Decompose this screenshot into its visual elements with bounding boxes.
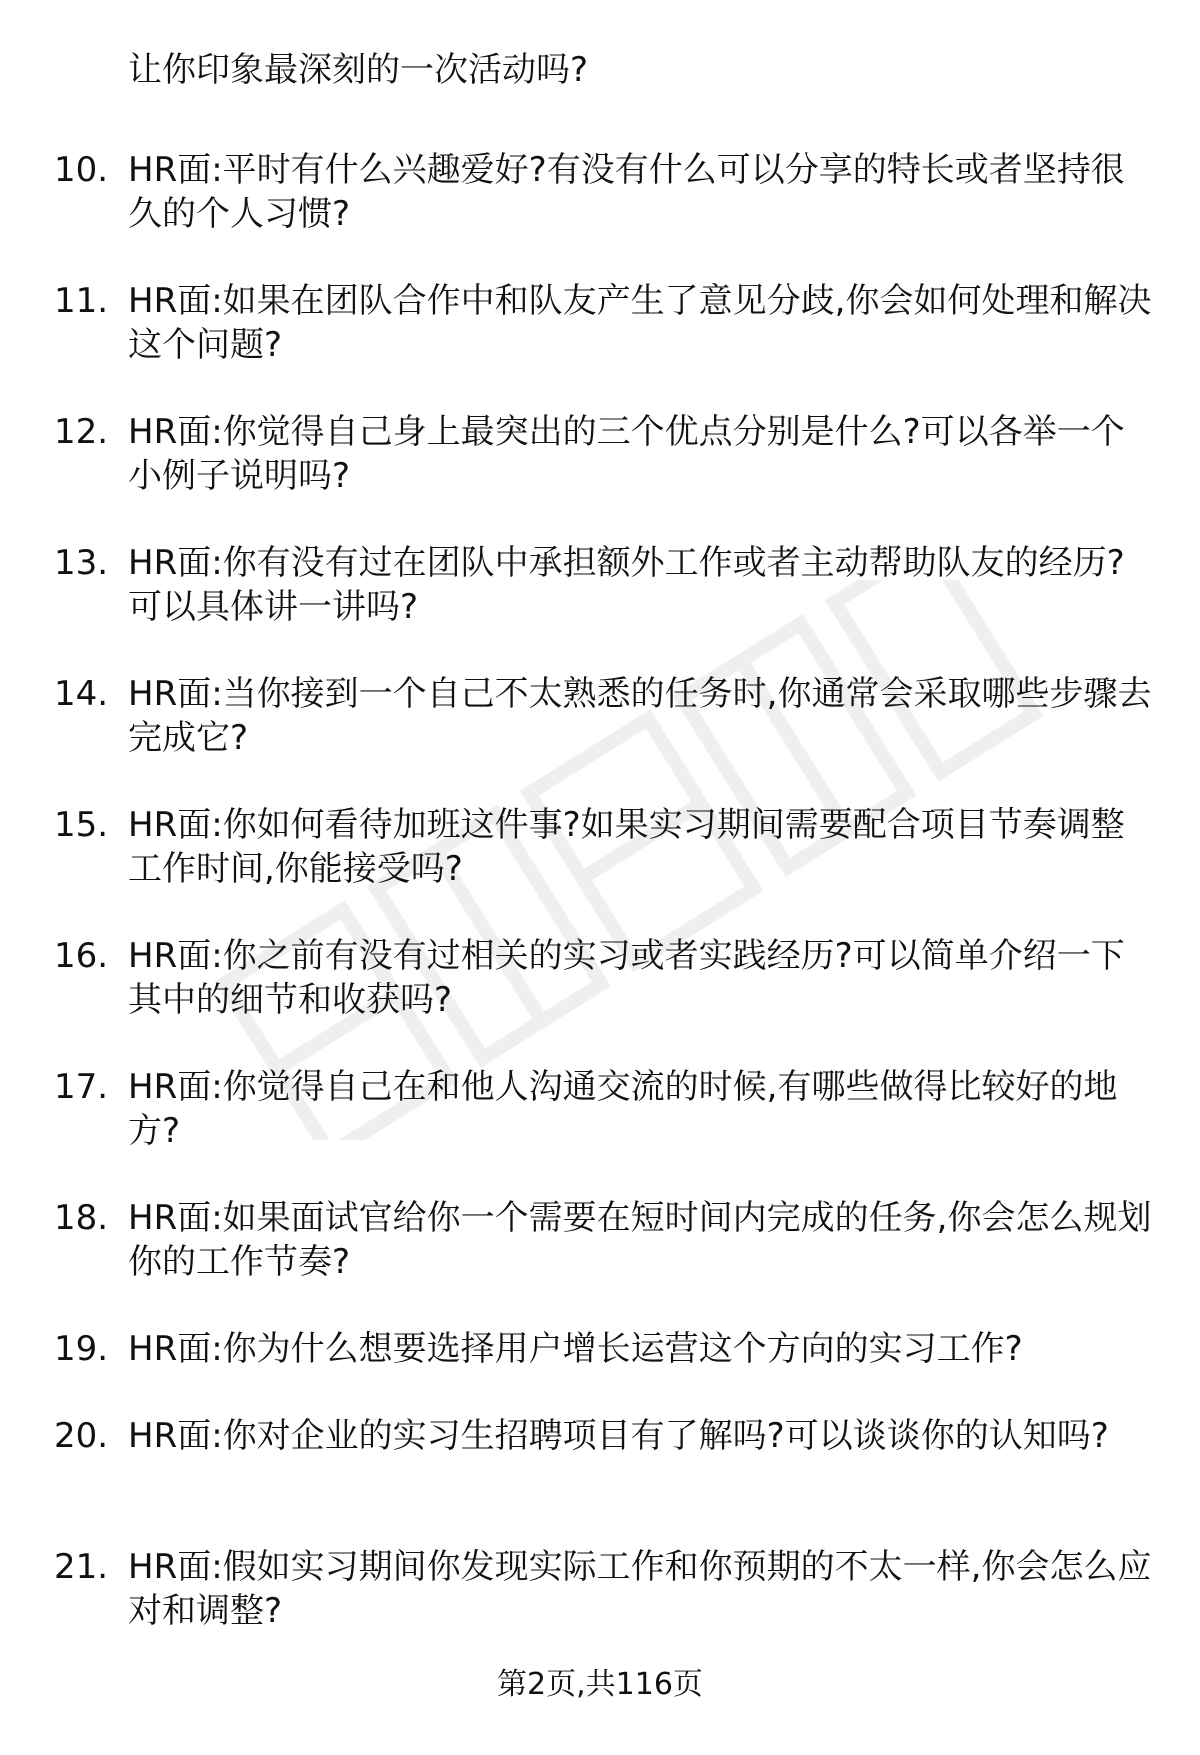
- question-number: 11.: [54, 281, 109, 321]
- question-item: [0, 803, 1200, 934]
- question-list: [0, 148, 1200, 1676]
- question-number: 19.: [54, 1329, 109, 1369]
- question-text: HR面:假如实习期间你发现实际工作和你预期的不太一样,你会怎么应对和调整?: [128, 1547, 1152, 1631]
- question-item: [0, 934, 1200, 1065]
- question-number: 21.: [54, 1547, 109, 1587]
- question-number: 17.: [54, 1067, 109, 1107]
- continued-question-text: 让你印象最深刻的一次活动吗?: [128, 50, 589, 90]
- page-footer: 第2页,共116页: [497, 1667, 703, 1702]
- question-number: 13.: [54, 543, 109, 583]
- question-text: HR面:你觉得自己身上最突出的三个优点分别是什么?可以各举一个小例子说明吗?: [128, 412, 1125, 496]
- question-text: HR面:当你接到一个自己不太熟悉的任务时,你通常会采取哪些步骤去完成它?: [128, 674, 1152, 758]
- question-number: 20.: [54, 1416, 109, 1456]
- question-number: 18.: [54, 1198, 109, 1238]
- question-text: HR面:你对企业的实习生招聘项目有了解吗?可以谈谈你的认知吗?: [128, 1416, 1109, 1456]
- question-item: [0, 1327, 1200, 1414]
- question-number: 16.: [54, 936, 109, 976]
- question-text: HR面:你有没有过在团队中承担额外工作或者主动帮助队友的经历?可以具体讲一讲吗?: [128, 543, 1125, 627]
- question-item: [0, 1196, 1200, 1327]
- question-number: 12.: [54, 412, 109, 452]
- question-item: [0, 672, 1200, 803]
- question-text: HR面:平时有什么兴趣爱好?有没有什么可以分享的特长或者坚持很久的个人习惯?: [128, 150, 1125, 234]
- question-item: [0, 1065, 1200, 1196]
- question-item: [0, 279, 1200, 410]
- question-text: HR面:你如何看待加班这件事?如果实习期间需要配合项目节奏调整工作时间,你能接受吗?: [128, 805, 1125, 889]
- question-text: HR面:如果面试官给你一个需要在短时间内完成的任务,你会怎么规划你的工作节奏?: [128, 1198, 1152, 1282]
- question-item: [0, 148, 1200, 279]
- question-item: [0, 1545, 1200, 1676]
- question-item: [0, 1414, 1200, 1545]
- question-text: HR面:你觉得自己在和他人沟通交流的时候,有哪些做得比较好的地方?: [128, 1067, 1118, 1151]
- question-item: [0, 410, 1200, 541]
- question-text: HR面:你为什么想要选择用户增长运营这个方向的实习工作?: [128, 1329, 1023, 1369]
- question-number: 15.: [54, 805, 109, 845]
- question-number: 14.: [54, 674, 109, 714]
- question-text: HR面:你之前有没有过相关的实习或者实践经历?可以简单介绍一下其中的细节和收获吗?: [128, 936, 1125, 1020]
- question-text: HR面:如果在团队合作中和队友产生了意见分歧,你会如何处理和解决这个问题?: [128, 281, 1152, 365]
- question-number: 10.: [54, 150, 109, 190]
- question-item: [0, 541, 1200, 672]
